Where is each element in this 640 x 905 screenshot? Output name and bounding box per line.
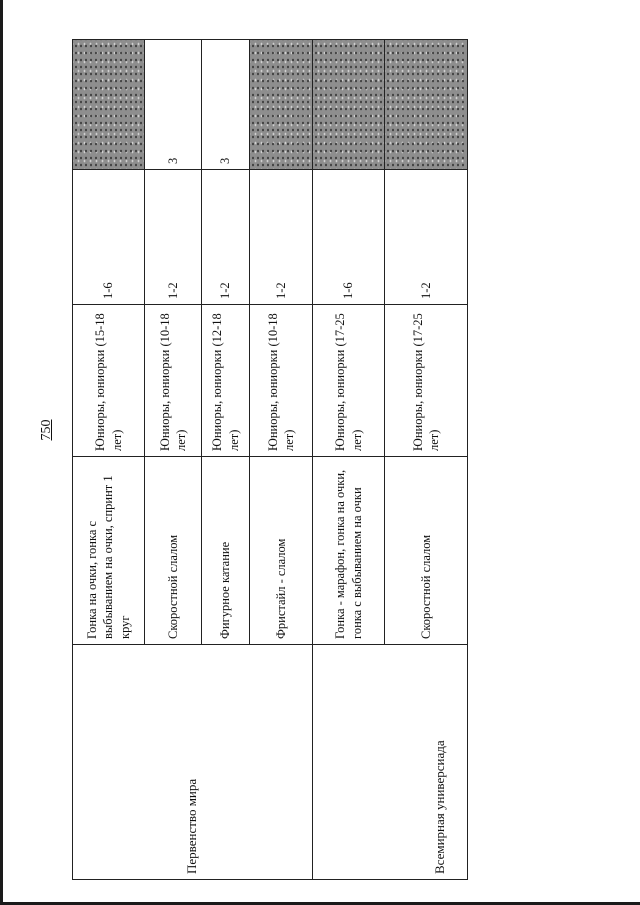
table-row — [73, 40, 145, 880]
category-cell: Юниоры, юниорки (12-18 лет) — [202, 305, 250, 457]
category-cell: Юниоры, юниорки (17-25 лет) — [313, 305, 385, 457]
extra-cell: 3 — [145, 40, 202, 170]
extra-cell-shaded — [313, 40, 385, 170]
count-cell: 1-2 — [145, 170, 202, 305]
discipline-cell: Скоростной слалом — [385, 457, 468, 645]
category-cell: Юниоры, юниорки (10-18 лет) — [145, 305, 202, 457]
discipline-cell: Гонка - марафон, гонка на очки, гонка с выбыванием на очки — [313, 457, 385, 645]
count-cell: 1-6 — [313, 170, 385, 305]
category-cell: Юниоры, юниорки (10-18 лет) — [250, 305, 313, 457]
discipline-cell: Фристайл - слалом — [250, 457, 313, 645]
rotated-page — [39, 40, 472, 880]
extra-cell-shaded — [385, 40, 468, 170]
count-cell: 1-2 — [202, 170, 250, 305]
discipline-cell: Скоростной слалом — [145, 457, 202, 645]
results-table — [72, 39, 468, 880]
competition-cell: Первенство мира — [73, 645, 313, 880]
category-cell: Юниоры, юниорки (17-25 лет) — [385, 305, 468, 457]
table-row — [313, 40, 385, 880]
extra-cell-shaded — [73, 40, 145, 170]
extra-cell: 3 — [202, 40, 250, 170]
competition-cell: Всемирная универсиада — [313, 645, 468, 880]
count-cell: 1-6 — [73, 170, 145, 305]
category-cell: Юниоры, юниорки (15-18 лет) — [73, 305, 145, 457]
discipline-cell: Гонка на очки, гонка с выбыванием на очки, спринт 1 круг — [73, 457, 145, 645]
scan-edge-left — [0, 0, 3, 905]
discipline-cell: Фигурное катание — [202, 457, 250, 645]
count-cell: 1-2 — [385, 170, 468, 305]
page-number: 750 — [39, 419, 54, 441]
count-cell: 1-2 — [250, 170, 313, 305]
extra-cell-shaded — [250, 40, 313, 170]
